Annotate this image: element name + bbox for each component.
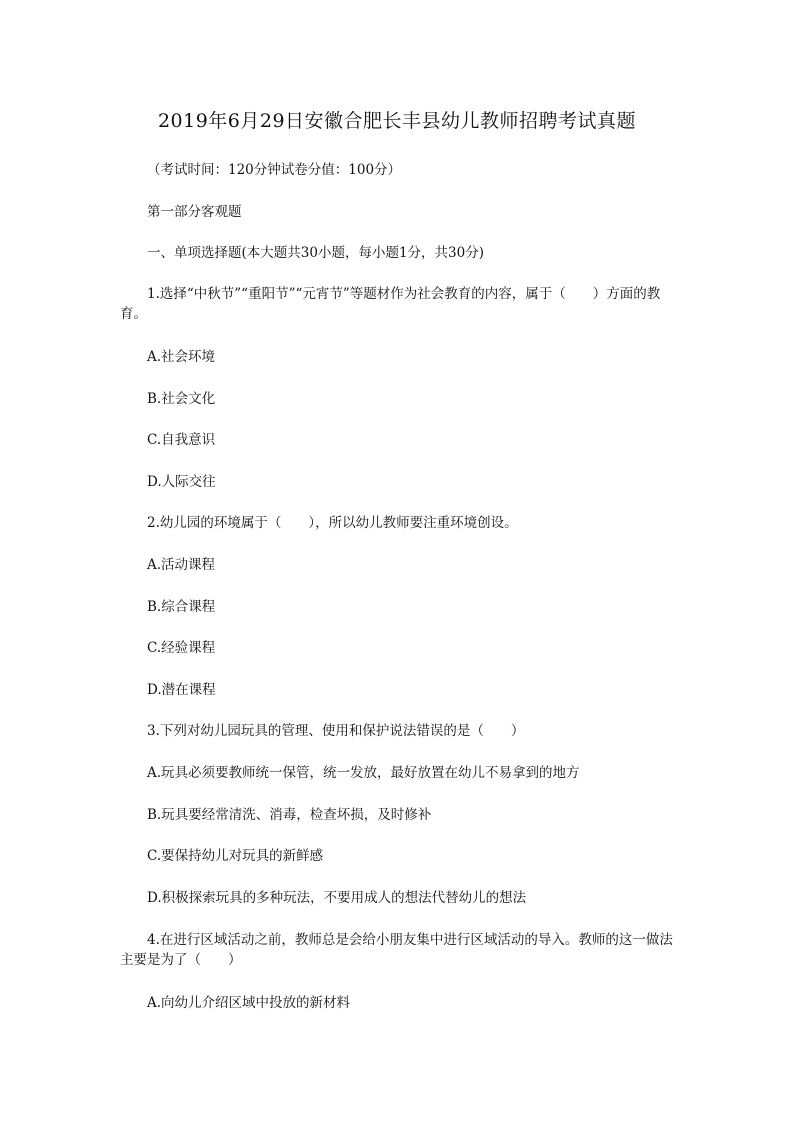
question-2-option-d: D.潜在课程 [147, 682, 216, 698]
question-1-option-a: A.社会环境 [147, 349, 216, 365]
question-3-option-c: C.要保持幼儿对玩具的新鲜感 [147, 848, 324, 864]
question-1-stem: 1.选择“中秋节”“重阳节”“元宵节”等题材作为社会教育的内容，属于（ ）方面的教育。 [120, 286, 661, 322]
question-3-option-a: A.玩具必须要教师统一保管，统一发放，最好放置在幼儿不易拿到的地方 [147, 765, 580, 781]
question-1-option-d: D.人际交往 [147, 474, 216, 490]
question-2-option-a: A.活动课程 [147, 557, 216, 573]
part-heading: 第一部分客观题 [147, 204, 242, 220]
question-1-option-c: C.自我意识 [147, 432, 216, 448]
question-4-option-a: A.向幼儿介绍区域中投放的新材料 [147, 995, 351, 1011]
question-2-option-b: B.综合课程 [147, 599, 216, 615]
question-4-stem: 4.在进行区域活动之前，教师总是会给小朋友集中进行区域活动的导入。教师的这一做法主要是为了（ ） [120, 932, 673, 968]
exam-info: （考试时间：120分钟试卷分值：100分） [147, 162, 402, 178]
question-3-stem: 3.下列对幼儿园玩具的管理、使用和保护说法错误的是（ ） [147, 723, 525, 739]
question-2-option-c: C.经验课程 [147, 640, 216, 656]
section-heading: 一、单项选择题(本大题共30小题，每小题1分，共30分) [147, 245, 484, 261]
question-3-option-d: D.积极探索玩具的多种玩法，不要用成人的想法代替幼儿的想法 [147, 890, 527, 906]
question-3-option-b: B.玩具要经常清洗、消毒，检查坏损，及时修补 [147, 807, 432, 823]
question-2-stem: 2.幼儿园的环境属于（ ），所以幼儿教师要注重环境创设。 [147, 515, 518, 531]
question-1-option-b: B.社会文化 [147, 391, 216, 407]
document-title: 2019年6月29日安徽合肥长丰县幼儿教师招聘考试真题 [157, 110, 637, 132]
